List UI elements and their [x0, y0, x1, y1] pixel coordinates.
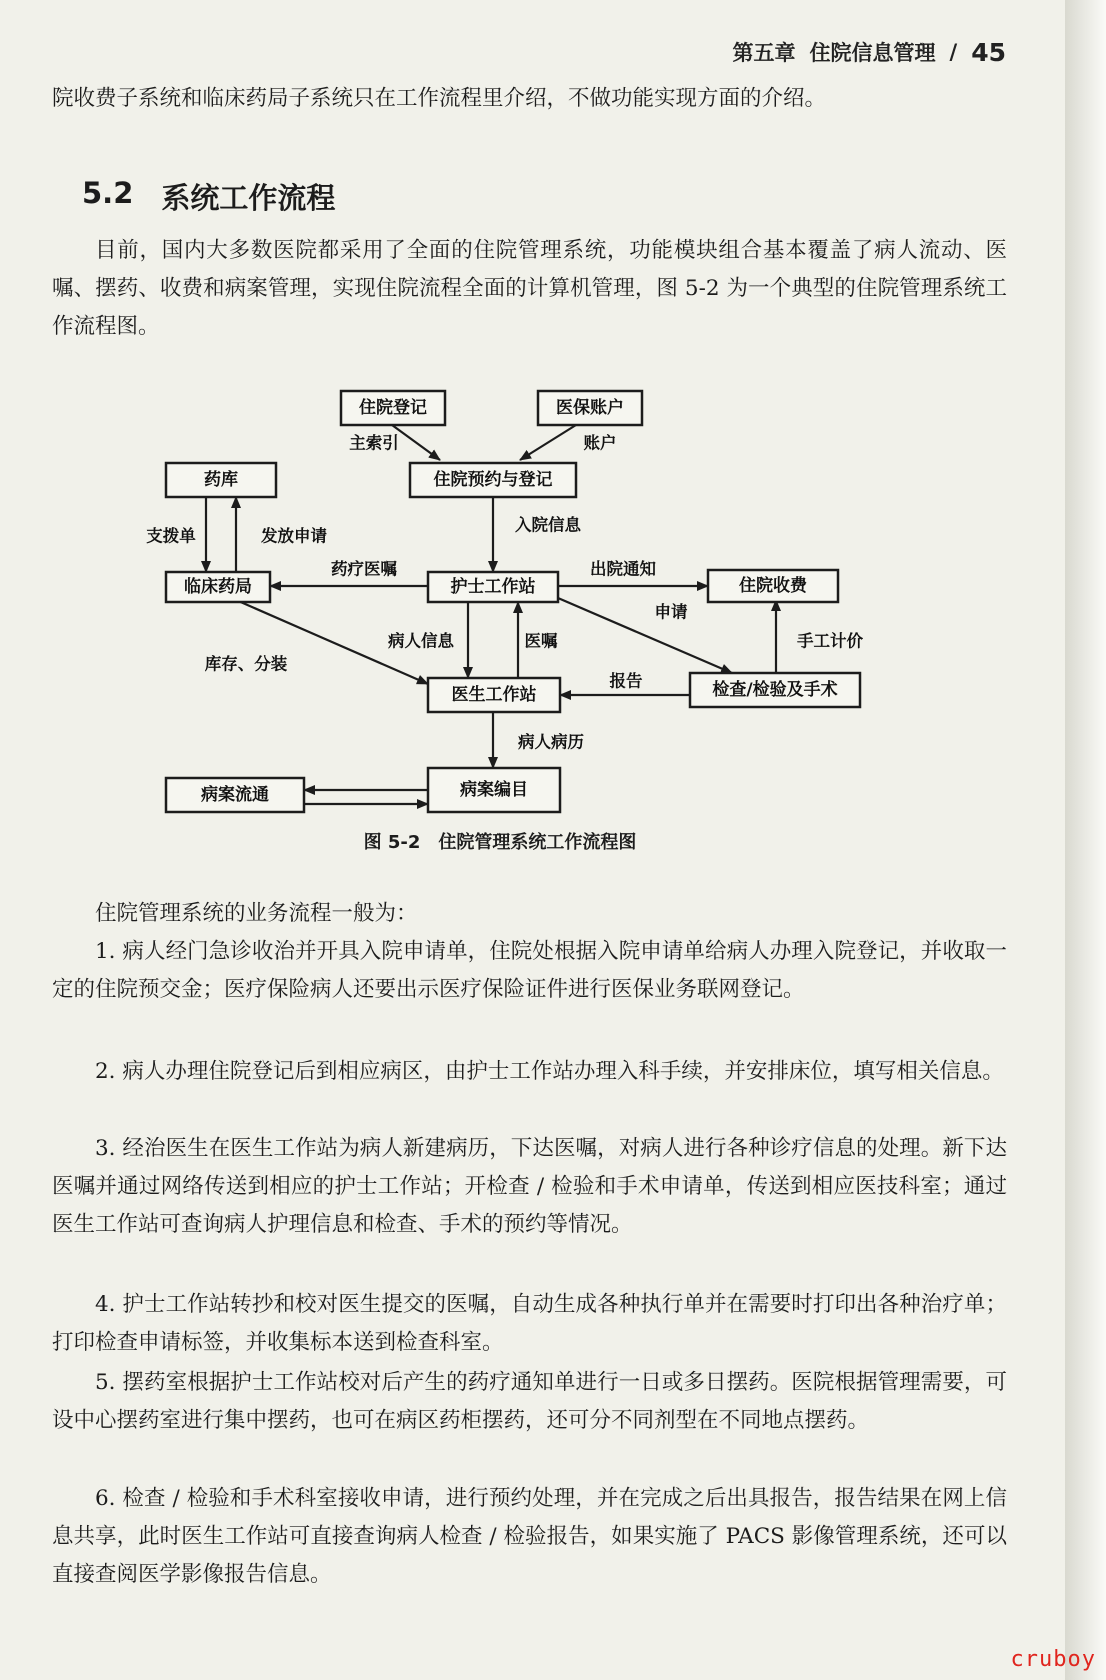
node-inpatient-billing-label: 住院收费 [739, 576, 807, 596]
step-3: 3. 经治医生在医生工作站为病人新建病历，下达医嘱，对病人进行各种诊疗信息的处理。新下达医嘱并通过网络传送到相应的护士工作站；开检查 / 检验和手术申请单，传送到相应医技科室；通过医生工作站可查询病人护理信息和检查、手术的预约等情况。 [52, 1136, 1007, 1237]
edge-label-apply: 申请 [654, 602, 688, 622]
edge-label-patient-info: 病人信息 [388, 631, 454, 651]
edge-label-manual-billing: 手工计价 [797, 631, 863, 651]
edge-nurse-to-exam [558, 598, 732, 673]
section-number: 5.2 [82, 176, 134, 210]
header-separator: / [949, 40, 958, 64]
step-5: 5. 摆药室根据护士工作站校对后产生的药疗通知单进行一日或多日摆药。医院根据管理需要，可设中心摆药室进行集中摆药，也可在病区药柜摆药，还可分不同剂型在不同地点摆药。 [52, 1370, 1007, 1433]
node-exam-surgery [690, 673, 860, 707]
node-doctor-station-label: 医生工作站 [451, 685, 537, 705]
node-inpatient-billing [708, 570, 838, 602]
section-title: 系统工作流程 [161, 181, 336, 215]
node-reservation [410, 463, 576, 497]
edge-label-dispense-request: 发放申请 [261, 526, 327, 546]
edge-label-admission-info: 入院信息 [515, 515, 581, 535]
workflow-diagram [0, 380, 1106, 860]
running-header [733, 32, 1006, 72]
edge-label-order: 医嘱 [524, 631, 558, 651]
node-nurse-station [428, 572, 558, 602]
node-record-circulation-label: 病案流通 [201, 785, 269, 805]
node-record-coding [428, 768, 560, 812]
step-2: 2. 病人办理住院登记后到相应病区，由护士工作站办理入科手续，并安排床位，填写相关信息。 [95, 1059, 1004, 1084]
watermark: cruboy [1010, 1647, 1096, 1672]
edge-label-stock-split: 库存、分装 [204, 654, 288, 674]
edge-label-drug-order: 药疗医嘱 [331, 559, 397, 579]
edge-label-patient-record: 病人病历 [518, 732, 584, 752]
node-inpatient-reg [341, 391, 445, 425]
figure-caption: 图 5-2 住院管理系统工作流程图 [363, 832, 637, 853]
workflow-diagram-svg [0, 380, 1106, 860]
section-heading [82, 176, 335, 217]
node-record-circulation [166, 778, 304, 812]
edge-label-allocation: 支拨单 [146, 526, 196, 546]
node-reservation-label: 住院预约与登记 [433, 470, 553, 490]
step-6: 6. 检查 / 检验和手术科室接收申请，进行预约处理，并在完成之后出具报告，报告结果在网上信息共享，此时医生工作站可直接查询病人检查 / 检验报告，如果实施了 PACS 影像管理系统，还可以直接查阅医学影像报告信息。 [52, 1486, 1007, 1587]
edge-label-report: 报告 [609, 671, 643, 691]
node-pharmacy-store [166, 463, 276, 497]
node-clinical-pharmacy [166, 572, 270, 602]
node-exam-surgery-label: 检查/检验及手术 [712, 680, 838, 700]
page-number: 45 [971, 37, 1006, 67]
edge-label-master-index: 主索引 [349, 433, 399, 453]
edge-label-account: 账户 [583, 433, 617, 453]
node-insurance-account-label: 医保账户 [556, 398, 624, 418]
edge-label-discharge-notice: 出院通知 [590, 559, 656, 579]
flow-intro: 住院管理系统的业务流程一般为： [95, 901, 418, 926]
node-insurance-account [538, 391, 642, 425]
node-inpatient-reg-label: 住院登记 [359, 398, 427, 418]
node-pharmacy-store-label: 药库 [204, 470, 238, 490]
edge-inpatient-reg-to-reservation [392, 425, 440, 460]
chapter-number: 第五章 [732, 41, 796, 65]
step-1: 1. 病人经门急诊收治并开具入院申请单，住院处根据入院申请单给病人办理入院登记，并收取一定的住院预交金；医疗保险病人还要出示医疗保险证件进行医保业务联网登记。 [52, 939, 1007, 1002]
node-record-coding-label: 病案编目 [460, 780, 528, 800]
node-nurse-station-label: 护士工作站 [450, 577, 536, 597]
chapter-title: 住院信息管理 [809, 41, 936, 65]
intro-line: 院收费子系统和临床药局子系统只在工作流程里介绍，不做功能实现方面的介绍。 [52, 86, 827, 111]
step-4: 4. 护士工作站转抄和校对医生提交的医嘱，自动生成各种执行单并在需要时打印出各种治疗单；打印检查申请标签，并收集标本送到检查科室。 [52, 1292, 1007, 1355]
section-paragraph: 目前，国内大多数医院都采用了全面的住院管理系统，功能模块组合基本覆盖了病人流动、医嘱、摆药、收费和病案管理，实现住院流程全面的计算机管理，图 5-2 为一个典型的住院管理系统工作流程图。 [52, 238, 1007, 339]
edge-insurance-to-reservation [520, 425, 576, 460]
node-clinical-pharmacy-label: 临床药局 [184, 577, 252, 597]
node-doctor-station [428, 678, 560, 712]
